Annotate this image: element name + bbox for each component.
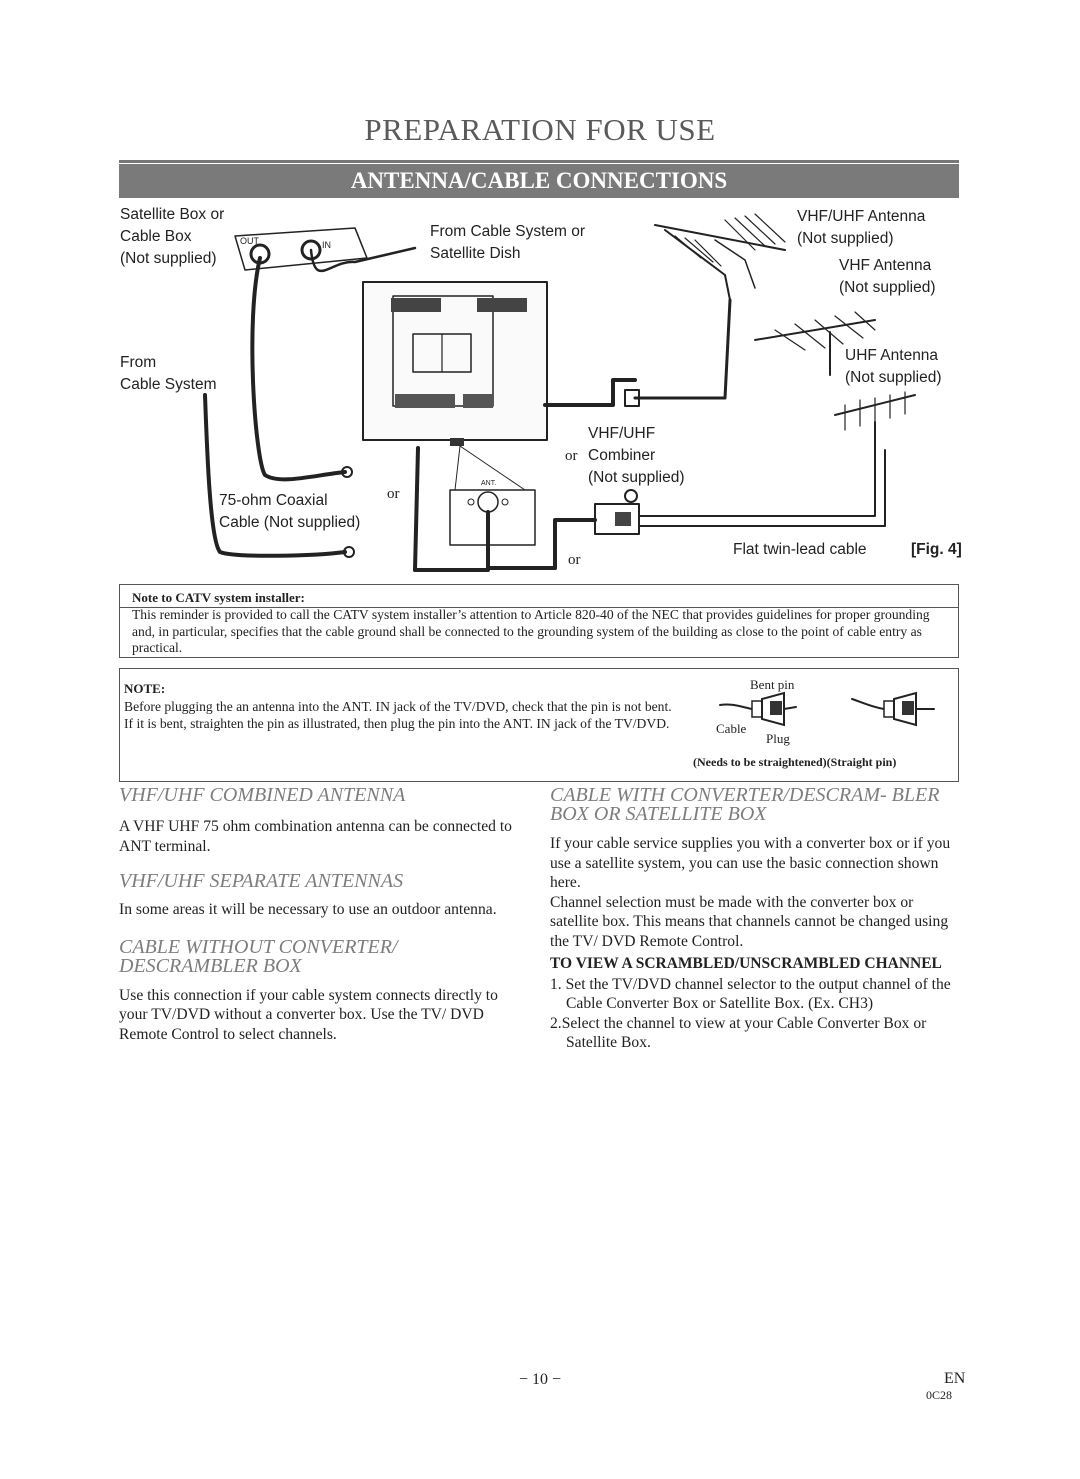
- flat-twin-lead-label: Flat twin-lead cable: [733, 541, 867, 558]
- cable-system-label: Cable System: [120, 376, 217, 393]
- connection-diagram: [115, 200, 965, 580]
- or-label-3: or: [568, 552, 581, 568]
- catv-note-body: This reminder is provided to call the CATV system installer’s attention to Article 820-40 of the NEC that provides guidelines for proper grounding and, in particular, specifies that the cable ground shall be connected to the grounding system of the building as close to the point of cable entry as practical.: [132, 607, 930, 655]
- note-body: Before plugging the an antenna into the ANT. IN jack of the TV/DVD, check that the pin is not bent. If it is bent, straighten the pin as illustrated, then plug the pin into the ANT. IN jack of the TV/DVD.: [124, 699, 672, 731]
- model-code: 0C28: [926, 1388, 953, 1402]
- page-number: − 10 −: [518, 1371, 562, 1388]
- paragraph-separate-antennas: In some areas it will be necessary to use an outdoor antenna.: [119, 901, 497, 919]
- step-2: 2.Select the channel to view at your Cable Converter Box or Satellite Box.: [550, 1014, 927, 1052]
- page-title: PREPARATION FOR USE: [364, 112, 716, 147]
- coaxial-cable-label: 75-ohm Coaxial: [219, 492, 328, 509]
- combiner-label: Combiner: [588, 447, 656, 464]
- cable-box-not-supplied-label: (Not supplied): [120, 250, 217, 267]
- cable-box-label: Cable Box: [120, 228, 192, 245]
- heading-cable-with-converter: CABLE WITH CONVERTER/DESCRAM- BLER BOX OR SATELLITE BOX: [550, 784, 940, 825]
- step-1: 1. Set the TV/DVD channel selector to the output channel of the Cable Converter Box or Satellite Box. (Ex. CH3): [550, 975, 951, 1013]
- or-label-1: or: [565, 448, 578, 464]
- vhf-uhf-combiner-label: VHF/UHF: [588, 425, 656, 442]
- catv-note-title: Note to CATV system installer:: [132, 590, 305, 605]
- uhf-antenna-label: UHF Antenna: [845, 347, 939, 364]
- figure-label: [Fig. 4]: [911, 541, 962, 558]
- ant-port-label: ANT.: [481, 480, 497, 487]
- heading-combined-antenna: VHF/UHF COMBINED ANTENNA: [119, 784, 406, 806]
- vhf-antenna-label: VHF Antenna: [839, 257, 932, 274]
- language-code: EN: [944, 1370, 966, 1387]
- out-port-label: OUT: [240, 236, 259, 246]
- right-column: [550, 786, 960, 1053]
- satellite-dish-label: Satellite Dish: [430, 245, 521, 262]
- section-banner: ANTENNA/CABLE CONNECTIONS: [119, 164, 959, 198]
- bent-pin-label: Bent pin: [750, 677, 795, 692]
- paragraph-cable-with-converter-2: Channel selection must be made with the converter box or satellite box. This means that channels cannot be changed using the TV/ DVD Remote Control.: [550, 893, 949, 950]
- uhf-antenna-not-supplied-label: (Not supplied): [845, 369, 942, 386]
- heading-scrambled-channel: TO VIEW A SCRAMBLED/UNSCRAMBLED CHANNEL: [550, 954, 942, 972]
- combiner-not-supplied-label: (Not supplied): [588, 469, 685, 486]
- left-column: [119, 786, 529, 1045]
- in-port-label: IN: [322, 240, 331, 250]
- title-rule: [119, 160, 959, 163]
- plug-label: Plug: [766, 731, 790, 746]
- heading-cable-without-converter: CABLE WITHOUT CONVERTER/ DESCRAMBLER BOX: [119, 935, 398, 977]
- paragraph-cable-with-converter-1: If your cable service supplies you with a converter box or if you use a satellite system, you can use the basic connection shown here.: [550, 835, 951, 892]
- cable-label: Cable: [716, 721, 747, 736]
- catv-note-box: [119, 584, 959, 658]
- heading-separate-antennas: VHF/UHF SEPARATE ANTENNAS: [119, 870, 404, 893]
- from-label: From: [120, 354, 157, 371]
- vhf-uhf-antenna-not-supplied-label: (Not supplied): [797, 230, 894, 247]
- coaxial-cable-not-supplied-label: Cable (Not supplied): [219, 514, 361, 531]
- from-cable-system-or-label: From Cable System or: [430, 223, 586, 240]
- vhf-antenna-not-supplied-label: (Not supplied): [839, 279, 936, 296]
- pin-caption: (Needs to be straightened)(Straight pin): [693, 755, 897, 769]
- pin-illustration: [693, 673, 952, 773]
- note-title: NOTE:: [124, 681, 166, 696]
- note-box: [119, 668, 959, 782]
- or-label-2: or: [387, 486, 400, 502]
- paragraph-combined-antenna: A VHF UHF 75 ohm combination antenna can be connected to ANT terminal.: [119, 818, 512, 855]
- paragraph-cable-without-converter: Use this connection if your cable system connects directly to your TV/DVD without a converter box. Use the TV/ DVD Remote Control to select channels.: [119, 986, 498, 1043]
- vhf-uhf-antenna-label: VHF/UHF Antenna: [797, 208, 926, 225]
- satellite-box-label: Satellite Box or: [120, 206, 225, 223]
